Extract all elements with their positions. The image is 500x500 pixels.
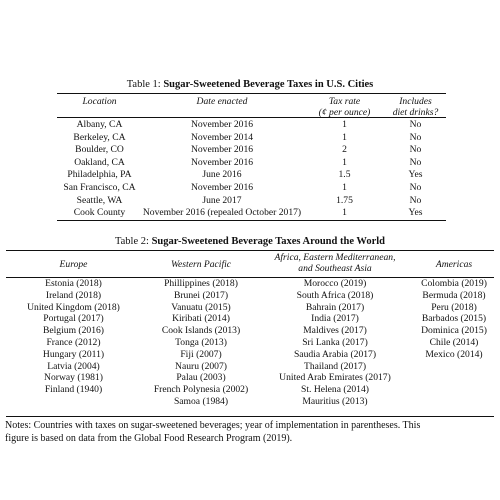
cell-western-pacific: Cook Islands (2013) [161, 325, 241, 337]
header-western-pacific-label: Western Pacific [170, 259, 232, 270]
cell-tax-rate: 1 [342, 131, 347, 143]
cell-europe: Portugal (2017) [43, 313, 104, 325]
cell-africa-emed-sea: United Arab Emirates (2017) [279, 372, 391, 384]
cell-africa-emed-sea: St. Helena (2014) [301, 384, 369, 396]
table1-row [57, 157, 444, 170]
cell-europe: Norway (1981) [44, 372, 103, 384]
header-africa-line1: Africa, Eastern Mediterranean, [274, 252, 396, 263]
table1-header [57, 96, 444, 119]
cell-includes-diet: No [409, 156, 422, 168]
cell-europe [6, 396, 141, 408]
cell-western-pacific: Samoa (1984) [173, 395, 229, 407]
header-tax-rate-line2: (¢ per ounce) [318, 107, 371, 118]
header-tax-rate [302, 96, 387, 119]
cell-tax-rate: 1 [342, 156, 347, 168]
cell-europe: Belgium (2016) [42, 325, 105, 337]
cell-date-enacted: November 2016 [190, 144, 254, 156]
notes-line-1: Notes: Countries with taxes on sugar-sweetened beverages; year of implementation in parentheses. This [5, 420, 421, 431]
table1-row [57, 195, 444, 208]
cell-date-enacted: November 2016 (repealed October 2017) [142, 207, 302, 219]
cell-americas [409, 372, 499, 384]
table1-caption [0, 79, 500, 91]
cell-western-pacific: Phillippines (2018) [164, 278, 238, 289]
cell-location: Boulder, CO [75, 144, 124, 156]
cell-europe: Estonia (2018) [45, 278, 102, 289]
cell-tax-rate: 1.75 [336, 194, 353, 206]
header-includes-diet-line2: diet drinks? [392, 107, 439, 118]
table2-row [6, 349, 499, 361]
header-americas [409, 252, 499, 278]
table1-body [57, 119, 444, 220]
table2 [6, 252, 499, 408]
table2-body [6, 278, 499, 408]
cell-americas: Dominica (2015) [421, 325, 487, 337]
table1-row [57, 144, 444, 157]
table2-mid-rule [6, 277, 494, 278]
header-europe [6, 252, 141, 278]
table2-caption-prefix: Table 2: [114, 236, 149, 247]
cell-europe: Hungary (2011) [42, 348, 105, 360]
header-western-pacific [141, 252, 261, 278]
table1-caption-prefix: Table 1: [126, 79, 161, 90]
table2-caption-title: Sugar-Sweetened Beverage Taxes Around the World [151, 236, 386, 247]
table2-top-rule [6, 250, 494, 251]
header-location: Location [82, 96, 117, 107]
cell-europe: Latvia (2004) [47, 360, 100, 372]
cell-date-enacted: November 2016 [190, 181, 254, 193]
table1-row [57, 132, 444, 145]
table1-bottom-rule [57, 220, 446, 221]
cell-includes-diet: Yes [408, 207, 423, 219]
cell-africa-emed-sea: Sri Lanka (2017) [302, 336, 368, 348]
header-africa-emed-sea [261, 252, 409, 278]
cell-africa-emed-sea: Morocco (2019) [303, 278, 367, 289]
header-africa-line2: and Southeast Asia [298, 263, 372, 274]
cell-americas: Mexico (2014) [425, 348, 483, 360]
cell-location: Cook County [73, 207, 126, 219]
cell-includes-diet: Yes [408, 169, 423, 181]
header-americas-label: Americas [435, 259, 473, 270]
cell-date-enacted: November 2016 [190, 119, 254, 130]
cell-americas: Chile (2014) [429, 336, 479, 348]
cell-europe: United Kingdom (2018) [27, 301, 120, 313]
cell-location: Seattle, WA [76, 194, 123, 206]
cell-western-pacific: Kiribati (2014) [172, 313, 230, 325]
cell-includes-diet: No [409, 119, 422, 130]
cell-western-pacific: French Polynesia (2002) [153, 384, 249, 396]
table2-header [6, 252, 499, 278]
header-includes-diet-line1: Includes [399, 96, 432, 107]
table2-bottom-rule [6, 416, 494, 417]
cell-americas [409, 384, 499, 396]
table2-caption [0, 236, 500, 248]
cell-africa-emed-sea: India (2017) [311, 313, 359, 325]
cell-europe: Ireland (2018) [45, 289, 102, 301]
cell-tax-rate: 1 [342, 207, 347, 219]
cell-date-enacted: November 2014 [190, 131, 254, 143]
cell-africa-emed-sea: Mauritius (2013) [302, 395, 368, 407]
table1-mid-rule [57, 117, 446, 118]
cell-tax-rate: 1 [342, 181, 347, 193]
cell-includes-diet: No [409, 131, 422, 143]
table1 [57, 96, 444, 220]
cell-africa-emed-sea: South Africa (2018) [296, 289, 374, 301]
notes-line-2: figure is based on data from the Global Food Research Program (2019). [5, 433, 293, 444]
cell-americas [409, 396, 499, 408]
cell-africa-emed-sea: Maldives (2017) [303, 325, 367, 337]
header-date-enacted: Date enacted [196, 96, 248, 107]
cell-africa-emed-sea: Thailand (2017) [303, 360, 367, 372]
cell-americas: Barbados (2015) [421, 313, 487, 325]
cell-location: Philadelphia, PA [67, 169, 132, 181]
table1-caption-title: Sugar-Sweetened Beverage Taxes in U.S. Cities [163, 79, 374, 90]
table2-row [6, 313, 499, 325]
table1-row [57, 169, 444, 182]
cell-americas: Peru (2018) [431, 301, 477, 313]
cell-includes-diet: No [409, 194, 422, 206]
table2-row [6, 337, 499, 349]
table2-header-row [6, 252, 499, 278]
cell-africa-emed-sea: Bahrain (2017) [305, 301, 365, 313]
cell-includes-diet: No [409, 181, 422, 193]
cell-date-enacted: June 2016 [202, 169, 242, 181]
table2-row [6, 361, 499, 373]
notes [5, 419, 497, 445]
cell-western-pacific: Vanuatu (2015) [171, 301, 231, 313]
table2-row [6, 384, 499, 396]
header-europe-label: Europe [59, 259, 88, 270]
cell-europe: Finland (1940) [44, 384, 103, 396]
cell-location: San Francisco, CA [63, 181, 136, 193]
cell-western-pacific: Tonga (2013) [175, 336, 227, 348]
cell-americas [409, 361, 499, 373]
table2-row [6, 396, 499, 408]
cell-americas: Colombia (2019) [421, 278, 487, 289]
cell-tax-rate: 1 [342, 119, 347, 130]
cell-americas: Bermuda (2018) [422, 289, 486, 301]
cell-location: Albany, CA [76, 119, 123, 130]
cell-date-enacted: November 2016 [190, 156, 254, 168]
cell-western-pacific: Palau (2003) [176, 372, 226, 384]
cell-tax-rate: 2 [342, 144, 347, 156]
table1-top-rule [57, 93, 446, 94]
cell-western-pacific: Brunei (2017) [173, 289, 229, 301]
cell-includes-diet: No [409, 144, 422, 156]
table2-row [6, 278, 499, 290]
cell-western-pacific: Fiji (2007) [180, 348, 222, 360]
table2-row [6, 302, 499, 314]
header-tax-rate-line1: Tax rate [328, 96, 361, 107]
cell-date-enacted: June 2017 [202, 194, 242, 206]
cell-location: Oakland, CA [74, 156, 125, 168]
cell-location: Berkeley, CA [73, 131, 126, 143]
table1-header-row [57, 96, 444, 119]
table1-row [57, 182, 444, 195]
header-includes-diet [387, 96, 444, 119]
cell-africa-emed-sea: Saudia Arabia (2017) [293, 348, 377, 360]
table2-row [6, 372, 499, 384]
table1-row [57, 119, 444, 132]
cell-western-pacific: Nauru (2007) [175, 360, 227, 372]
cell-europe: France (2012) [46, 336, 101, 348]
table2-row [6, 325, 499, 337]
cell-tax-rate: 1.5 [338, 169, 351, 181]
table1-row [57, 207, 444, 220]
table2-row [6, 290, 499, 302]
